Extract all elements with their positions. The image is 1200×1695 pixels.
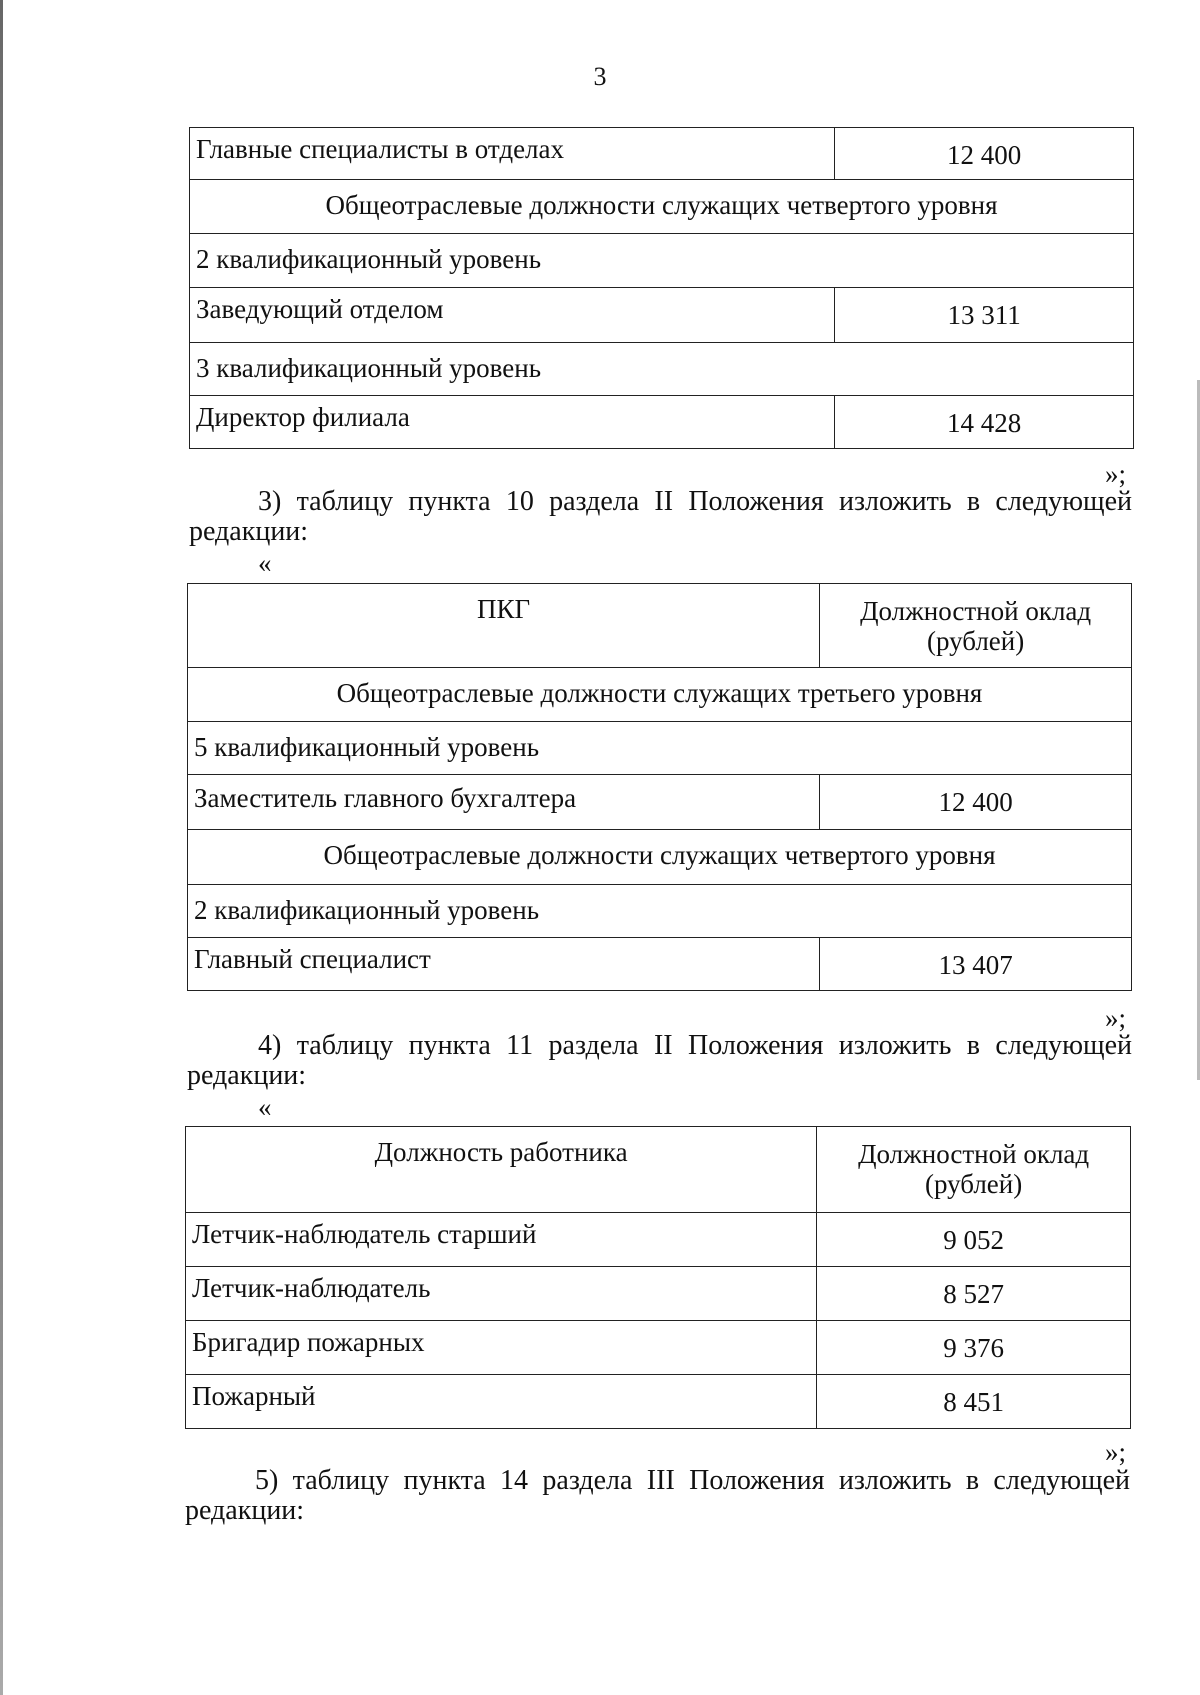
page-number: 3 bbox=[593, 62, 607, 91]
position-cell: Директор филиала bbox=[190, 396, 835, 449]
table-row bbox=[188, 722, 1132, 775]
salary-cell: 12 400 bbox=[835, 128, 1134, 180]
table-row bbox=[190, 234, 1134, 288]
col-header-salary-line2: (рублей) bbox=[926, 626, 1025, 656]
position-cell: Главный специалист bbox=[188, 938, 820, 991]
position-cell: Заместитель главного бухгалтера bbox=[188, 775, 820, 830]
table-row bbox=[190, 180, 1134, 234]
table-row bbox=[188, 830, 1132, 885]
table-row bbox=[190, 128, 1134, 180]
position-cell: Главные специалисты в отделах bbox=[190, 128, 835, 180]
table-worker-positions bbox=[185, 1126, 1131, 1429]
salary-cell: 8 527 bbox=[817, 1267, 1131, 1321]
level-cell: 2 квалификационный уровень bbox=[188, 885, 1132, 938]
salary-cell: 9 376 bbox=[817, 1321, 1131, 1375]
col-header-salary-line2: (рублей) bbox=[924, 1169, 1023, 1199]
group-header-cell: Общеотраслевые должности служащих четвертого уровня bbox=[190, 180, 1134, 234]
table-row bbox=[190, 288, 1134, 343]
salary-cell: 8 451 bbox=[817, 1375, 1131, 1429]
table-row bbox=[186, 1321, 1131, 1375]
table-row bbox=[188, 775, 1132, 830]
position-cell: Бригадир пожарных bbox=[186, 1321, 817, 1375]
table-row bbox=[188, 938, 1132, 991]
salary-cell: 12 400 bbox=[820, 775, 1132, 830]
col-header-position: Должность работника bbox=[186, 1127, 817, 1213]
salary-cell: 14 428 bbox=[835, 396, 1134, 449]
col-header-pkg: ПКГ bbox=[188, 584, 820, 668]
col-header-salary bbox=[820, 584, 1132, 668]
item-5-line-1: 5) таблицу пункта 14 раздела III Положения изложить в следующей bbox=[255, 1465, 1130, 1496]
col-header-salary-line1: Должностной оклад bbox=[858, 1139, 1090, 1169]
position-cell: Пожарный bbox=[186, 1375, 817, 1429]
closing-quote: »; bbox=[1105, 1003, 1127, 1033]
level-cell: 2 квалификационный уровень bbox=[190, 234, 1134, 288]
scan-edge-left bbox=[0, 0, 3, 1695]
item-4-line-1: 4) таблицу пункта 11 раздела II Положения изложить в следующей bbox=[258, 1030, 1132, 1061]
salary-cell: 9 052 bbox=[817, 1213, 1131, 1267]
group-header-cell: Общеотраслевые должности служащих третьего уровня bbox=[188, 668, 1132, 722]
level-cell: 5 квалификационный уровень bbox=[188, 722, 1132, 775]
closing-quote: »; bbox=[1105, 459, 1127, 489]
table-row bbox=[188, 668, 1132, 722]
item-5-line-2: редакции: bbox=[185, 1495, 305, 1526]
item-3-line-2: редакции: bbox=[189, 516, 309, 547]
table-positions-continued bbox=[189, 127, 1134, 449]
salary-cell: 13 407 bbox=[820, 938, 1132, 991]
closing-quote: »; bbox=[1105, 1437, 1127, 1467]
level-cell: 3 квалификационный уровень bbox=[190, 343, 1134, 396]
table-row bbox=[186, 1267, 1131, 1321]
position-cell: Летчик-наблюдатель bbox=[186, 1267, 817, 1321]
group-header-cell: Общеотраслевые должности служащих четвертого уровня bbox=[188, 830, 1132, 885]
table-row bbox=[186, 1375, 1131, 1429]
table-pkg bbox=[187, 583, 1132, 991]
table-header-row bbox=[188, 584, 1132, 668]
position-cell: Заведующий отделом bbox=[190, 288, 835, 343]
table-header-row bbox=[186, 1127, 1131, 1213]
table-row bbox=[188, 885, 1132, 938]
col-header-salary-line1: Должностной оклад bbox=[860, 596, 1092, 626]
table-row bbox=[190, 343, 1134, 396]
item-3-line-1: 3) таблицу пункта 10 раздела II Положения изложить в следующей bbox=[258, 486, 1132, 517]
opening-quote: « bbox=[258, 1092, 272, 1122]
table-row bbox=[186, 1213, 1131, 1267]
opening-quote: « bbox=[258, 548, 272, 578]
col-header-salary bbox=[817, 1127, 1131, 1213]
salary-cell: 13 311 bbox=[835, 288, 1134, 343]
item-4-line-2: редакции: bbox=[187, 1060, 307, 1091]
table-row bbox=[190, 396, 1134, 449]
position-cell: Летчик-наблюдатель старший bbox=[186, 1213, 817, 1267]
